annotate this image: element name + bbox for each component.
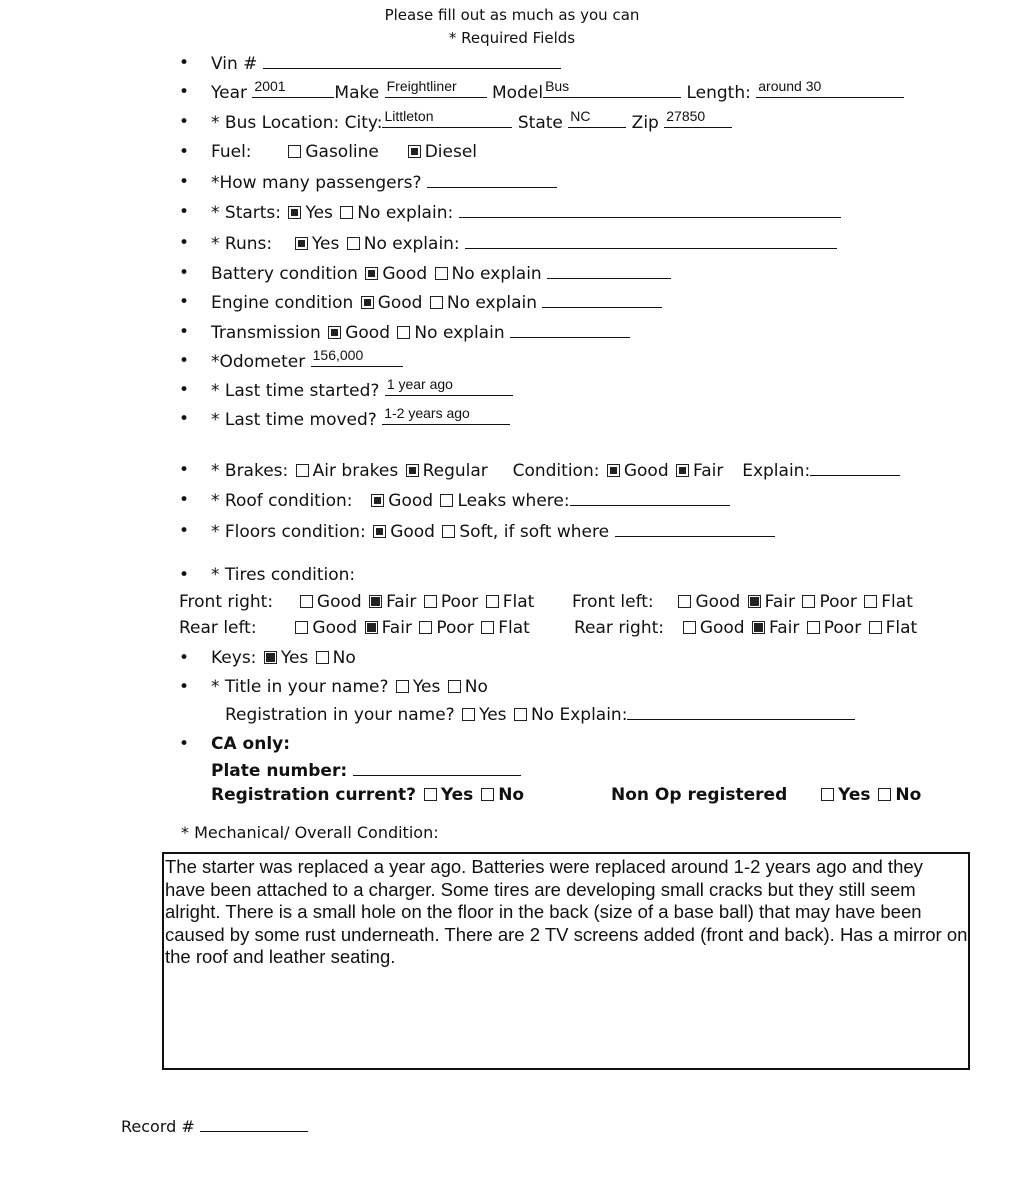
registration-yes-label: Yes xyxy=(479,705,507,725)
rear-right-fair-checkbox[interactable] xyxy=(752,621,765,634)
vin-field[interactable] xyxy=(263,53,561,69)
zip-label: Zip xyxy=(631,113,659,133)
starts-yes-label: Yes xyxy=(305,203,333,223)
last-started-field[interactable] xyxy=(385,376,513,396)
record-label: Record # xyxy=(121,1117,195,1136)
registration-current-row xyxy=(211,785,524,805)
flat-label: Flat xyxy=(502,592,535,612)
brakes-condition-label: Condition: xyxy=(512,461,600,481)
flat-label: Flat xyxy=(881,592,913,612)
brakes-explain-field[interactable] xyxy=(810,460,900,476)
nonop-label: Non Op registered xyxy=(611,785,788,805)
registration-no-label: No Explain: xyxy=(530,705,628,725)
registration-no-checkbox[interactable] xyxy=(514,708,527,721)
record-row xyxy=(121,1116,308,1137)
roof-leaks-checkbox[interactable] xyxy=(440,494,453,507)
battery-no-checkbox[interactable] xyxy=(435,267,448,280)
model-field[interactable] xyxy=(543,78,681,98)
flat-label: Flat xyxy=(885,618,918,638)
nonop-row xyxy=(611,785,921,805)
roof-leaks-label: Leaks where: xyxy=(457,491,570,511)
nonop-yes-label: Yes xyxy=(838,785,871,805)
battery-good-label: Good xyxy=(382,264,428,284)
make-value: Freightliner xyxy=(386,78,457,94)
brakes-good-label: Good xyxy=(623,461,669,481)
registration-current-yes-label: Yes xyxy=(440,785,474,805)
keys-yes-checkbox[interactable] xyxy=(264,651,277,664)
record-field[interactable] xyxy=(200,1116,308,1132)
brakes-explain-label: Explain: xyxy=(742,461,811,481)
transmission-label: Transmission xyxy=(211,323,321,343)
vin-label: Vin # xyxy=(211,54,258,74)
last-moved-label: * Last time moved? xyxy=(211,410,377,430)
transmission-no-label: No explain xyxy=(414,323,505,343)
last-started-label: * Last time started? xyxy=(211,381,380,401)
battery-no-label: No explain xyxy=(451,264,542,284)
runs-explain-field[interactable] xyxy=(465,233,837,249)
starts-no-label: No explain: xyxy=(357,203,454,223)
registration-current-yes-checkbox[interactable] xyxy=(424,788,437,801)
odometer-label: *Odometer xyxy=(211,352,306,372)
poor-label: Poor xyxy=(440,592,479,612)
registration-current-label: Registration current? xyxy=(211,785,416,805)
roof-good-label: Good xyxy=(388,491,434,511)
engine-no-label: No explain xyxy=(446,293,538,313)
floors-soft-field[interactable] xyxy=(615,521,775,537)
keys-no-label: No xyxy=(332,648,356,668)
year-value: 2001 xyxy=(254,78,286,94)
roof-label: * Roof condition: xyxy=(211,491,353,511)
mechanical-label: * Mechanical/ Overall Condition: xyxy=(181,823,439,842)
roof-good-checkbox[interactable] xyxy=(371,494,384,507)
length-value: around 30 xyxy=(758,78,822,94)
tires-label: * Tires condition: xyxy=(211,565,356,585)
good-label: Good xyxy=(699,618,745,638)
good-label: Good xyxy=(312,618,358,638)
front-right-fair-checkbox[interactable] xyxy=(369,595,382,608)
title-no-checkbox[interactable] xyxy=(448,680,461,693)
runs-yes-label: Yes xyxy=(311,234,340,254)
rear-left-good-checkbox[interactable] xyxy=(295,621,308,634)
engine-good-checkbox[interactable] xyxy=(361,296,374,309)
front-left-poor-checkbox[interactable] xyxy=(802,595,815,608)
year-field[interactable] xyxy=(252,78,334,98)
poor-label: Poor xyxy=(819,592,857,612)
ca-only-label: CA only: xyxy=(211,734,291,754)
front-right-flat-checkbox[interactable] xyxy=(486,595,499,608)
rear-right-flat-checkbox[interactable] xyxy=(869,621,882,634)
header-instructions: Please fill out as much as you can xyxy=(384,6,640,24)
plate-row xyxy=(211,760,521,781)
front-right-row xyxy=(179,592,534,612)
last-moved-value: 1-2 years ago xyxy=(384,405,470,421)
transmission-good-label: Good xyxy=(345,323,391,343)
rear-left-label: Rear left: xyxy=(179,618,257,638)
floors-good-checkbox[interactable] xyxy=(373,525,386,538)
keys-no-checkbox[interactable] xyxy=(316,651,329,664)
gasoline-label: Gasoline xyxy=(305,142,379,162)
brakes-label: * Brakes: xyxy=(211,461,289,481)
title-label: * Title in your name? xyxy=(211,677,389,697)
starts-no-checkbox[interactable] xyxy=(340,206,353,219)
engine-good-label: Good xyxy=(377,293,423,313)
length-field[interactable] xyxy=(756,78,904,98)
transmission-good-checkbox[interactable] xyxy=(328,326,341,339)
zip-value: 27850 xyxy=(666,108,706,124)
rear-left-row xyxy=(179,618,530,638)
gasoline-checkbox[interactable] xyxy=(288,145,301,158)
keys-yes-label: Yes xyxy=(280,648,309,668)
nonop-yes-checkbox[interactable] xyxy=(821,788,834,801)
diesel-label: Diesel xyxy=(424,142,478,162)
air-brakes-label: Air brakes xyxy=(312,461,399,481)
registration-current-no-checkbox[interactable] xyxy=(481,788,494,801)
transmission-explain-field[interactable] xyxy=(510,322,630,338)
state-value: NC xyxy=(570,108,591,124)
transmission-no-checkbox[interactable] xyxy=(397,326,410,339)
regular-brakes-label: Regular xyxy=(422,461,488,481)
front-left-row xyxy=(572,592,913,612)
state-field[interactable] xyxy=(568,108,626,128)
diesel-checkbox[interactable] xyxy=(408,145,421,158)
runs-no-label: No explain: xyxy=(363,234,460,254)
runs-yes-checkbox[interactable] xyxy=(295,237,308,250)
air-brakes-checkbox[interactable] xyxy=(296,464,309,477)
fuel-label: Fuel: xyxy=(211,142,252,162)
battery-good-checkbox[interactable] xyxy=(365,267,378,280)
front-right-poor-checkbox[interactable] xyxy=(424,595,437,608)
model-value: Bus xyxy=(545,78,570,94)
fair-label: Fair xyxy=(386,592,417,612)
runs-no-checkbox[interactable] xyxy=(347,237,360,250)
front-left-label: Front left: xyxy=(572,592,654,612)
front-left-good-checkbox[interactable] xyxy=(678,595,691,608)
good-label: Good xyxy=(316,592,362,612)
fair-label: Fair xyxy=(769,618,800,638)
state-label: State xyxy=(517,113,563,133)
keys-label: Keys: xyxy=(211,648,257,668)
year-label: Year xyxy=(211,83,247,103)
floors-label: * Floors condition: xyxy=(211,522,366,542)
nonop-no-checkbox[interactable] xyxy=(878,788,891,801)
good-label: Good xyxy=(695,592,741,612)
city-value: Littleton xyxy=(384,108,434,124)
flat-label: Flat xyxy=(498,618,530,638)
engine-explain-field[interactable] xyxy=(542,292,662,308)
front-left-fair-checkbox[interactable] xyxy=(748,595,761,608)
zip-field[interactable] xyxy=(664,108,732,128)
engine-label: Engine condition xyxy=(211,293,354,313)
registration-yes-checkbox[interactable] xyxy=(462,708,475,721)
battery-explain-field[interactable] xyxy=(547,263,671,279)
title-yes-checkbox[interactable] xyxy=(396,680,409,693)
rear-right-row xyxy=(574,618,917,638)
title-no-label: No xyxy=(464,677,488,697)
front-right-good-checkbox[interactable] xyxy=(300,595,313,608)
city-field[interactable] xyxy=(382,108,512,128)
starts-label: * Starts: xyxy=(211,203,282,223)
last-started-value: 1 year ago xyxy=(386,376,453,392)
brakes-fair-checkbox[interactable] xyxy=(676,464,689,477)
passengers-label: *How many passengers? xyxy=(211,173,422,193)
roof-leaks-field[interactable] xyxy=(570,490,730,506)
plate-field[interactable] xyxy=(353,760,521,776)
location-label: * Bus Location: City: xyxy=(211,113,383,133)
model-label: Model xyxy=(492,83,544,103)
registration-current-no-label: No xyxy=(498,785,525,805)
odometer-field[interactable] xyxy=(311,347,403,367)
floors-good-label: Good xyxy=(390,522,435,542)
fair-label: Fair xyxy=(764,592,796,612)
rear-right-label: Rear right: xyxy=(574,618,664,638)
brakes-good-checkbox[interactable] xyxy=(607,464,620,477)
poor-label: Poor xyxy=(823,618,862,638)
mechanical-condition-textarea[interactable]: The starter was replaced a year ago. Batteries were replaced around 1-2 years ago and they have been attached to a charger. Some tires are developing small cracks but they still seem alright. There is a small hole on the floor in the back (size of a base ball) that may have been caused by some rust underneath. There are 2 TV screens added (front and back). Has a mirror on the roof and leather seating. xyxy=(162,852,970,1070)
registration-label: Registration in your name? xyxy=(225,705,455,725)
make-field[interactable] xyxy=(385,78,487,98)
rear-left-flat-checkbox[interactable] xyxy=(481,621,494,634)
last-moved-field[interactable] xyxy=(382,405,510,425)
make-label: Make xyxy=(334,83,380,103)
plate-label: Plate number: xyxy=(211,761,348,781)
poor-label: Poor xyxy=(436,618,474,638)
registration-explain-field[interactable] xyxy=(627,704,855,720)
header-required: * Required Fields xyxy=(448,29,576,47)
length-label: Length: xyxy=(686,83,751,103)
fair-label: Fair xyxy=(381,618,412,638)
passengers-field[interactable] xyxy=(427,172,557,188)
rear-left-fair-checkbox[interactable] xyxy=(365,621,378,634)
front-left-flat-checkbox[interactable] xyxy=(864,595,877,608)
rear-left-poor-checkbox[interactable] xyxy=(419,621,432,634)
nonop-no-label: No xyxy=(895,785,922,805)
floors-soft-label: Soft, if soft where xyxy=(459,522,610,542)
floors-soft-checkbox[interactable] xyxy=(442,525,455,538)
odometer-value: 156,000 xyxy=(312,347,364,363)
rear-right-good-checkbox[interactable] xyxy=(683,621,696,634)
registration-row xyxy=(225,704,855,725)
title-yes-label: Yes xyxy=(412,677,441,697)
battery-label: Battery condition xyxy=(211,264,358,284)
starts-yes-checkbox[interactable] xyxy=(288,206,301,219)
rear-right-poor-checkbox[interactable] xyxy=(807,621,820,634)
engine-no-checkbox[interactable] xyxy=(430,296,443,309)
regular-brakes-checkbox[interactable] xyxy=(406,464,419,477)
runs-label: * Runs: xyxy=(211,234,273,254)
brakes-fair-label: Fair xyxy=(693,461,724,481)
front-right-label: Front right: xyxy=(179,592,274,612)
starts-explain-field[interactable] xyxy=(459,202,841,218)
